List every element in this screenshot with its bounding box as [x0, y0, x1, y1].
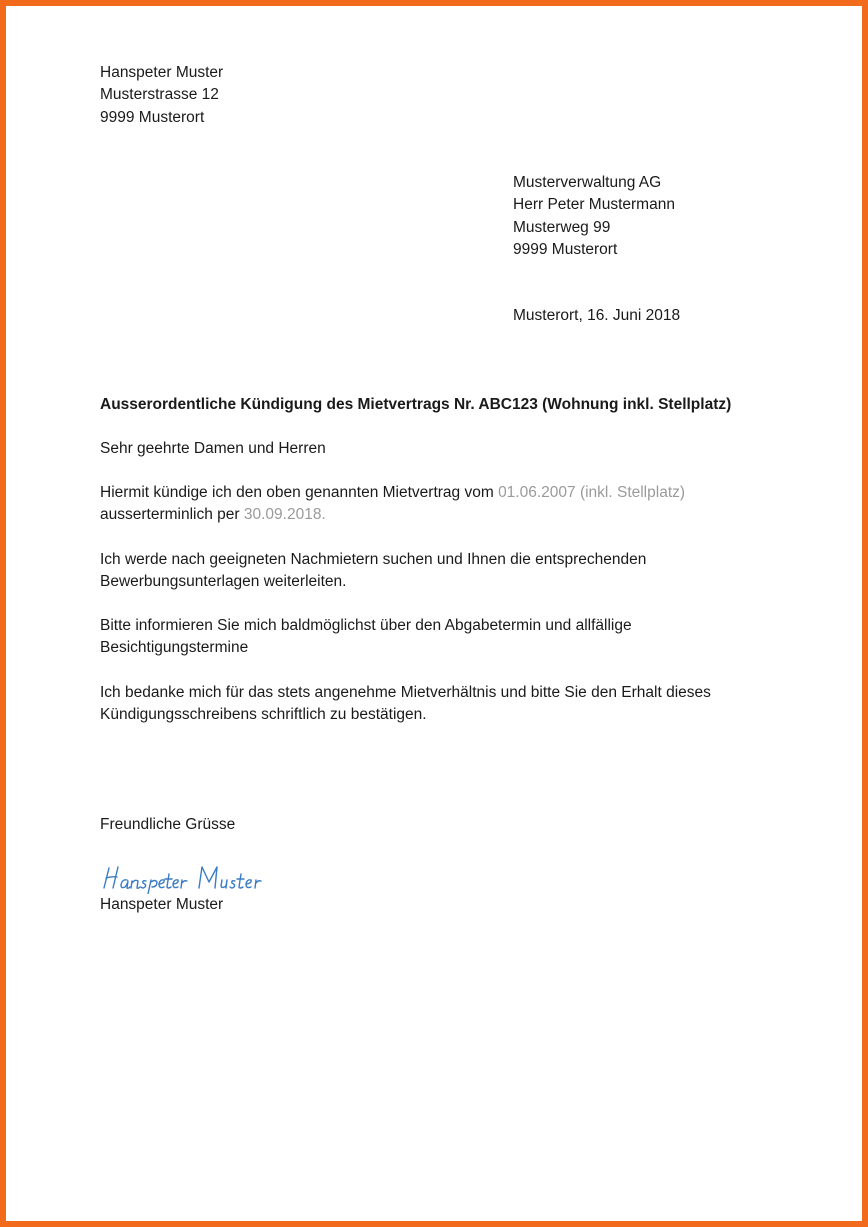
paragraph-line: Kündigungsschreibens schriftlich zu bestätigen.	[100, 706, 427, 724]
paragraph-text: Hiermit kündige ich den oben genannten Mietvertrag vom	[100, 484, 499, 501]
recipient-street: Musterweg 99	[513, 218, 611, 236]
paragraph-text: ausserterminlich per	[100, 506, 244, 524]
recipient-city: 9999 Musterort	[513, 240, 618, 258]
signed-name: Hanspeter Muster	[100, 896, 224, 913]
letter-subject: Ausserordentliche Kündigung des Mietvertrags Nr. ABC123 (Wohnung inkl. Stellplatz)	[100, 396, 732, 413]
paragraph-handover	[100, 615, 632, 660]
salutation: Sehr geehrte Damen und Herren	[100, 440, 326, 457]
contract-start-date: 01.06.2007 (inkl. Stellplatz)	[498, 484, 686, 501]
date-line: Musterort, 16. Juni 2018	[513, 307, 681, 324]
handwritten-signature	[101, 858, 301, 894]
sender-street: Musterstrasse 12	[100, 86, 219, 104]
paragraph-line: Besichtigungstermine	[100, 639, 249, 657]
sender-city: 9999 Musterort	[100, 108, 205, 126]
sender-address	[100, 62, 223, 129]
paragraph-line: Bewerbungsunterlagen weiterleiten.	[100, 573, 347, 591]
paragraph-line: Ich werde nach geeigneten Nachmietern suchen und Ihnen die entsprechenden	[100, 551, 647, 568]
recipient-company: Musterverwaltung AG	[513, 174, 662, 191]
paragraph-successor	[100, 549, 646, 594]
paragraph-line: Ich bedanke mich für das stets angenehme Mietverhältnis und bitte Sie den Erhalt dieses	[100, 684, 711, 701]
recipient-person: Herr Peter Mustermann	[513, 196, 675, 214]
paragraph-line: Bitte informieren Sie mich baldmöglichst über den Abgabetermin und allfällige	[100, 617, 632, 634]
paragraph-termination	[100, 482, 685, 527]
closing-phrase: Freundliche Grüsse	[100, 816, 236, 833]
recipient-address	[513, 172, 675, 261]
termination-date: 30.09.2018.	[243, 506, 326, 524]
sender-name: Hanspeter Muster	[100, 64, 224, 81]
paragraph-thanks	[100, 682, 711, 727]
